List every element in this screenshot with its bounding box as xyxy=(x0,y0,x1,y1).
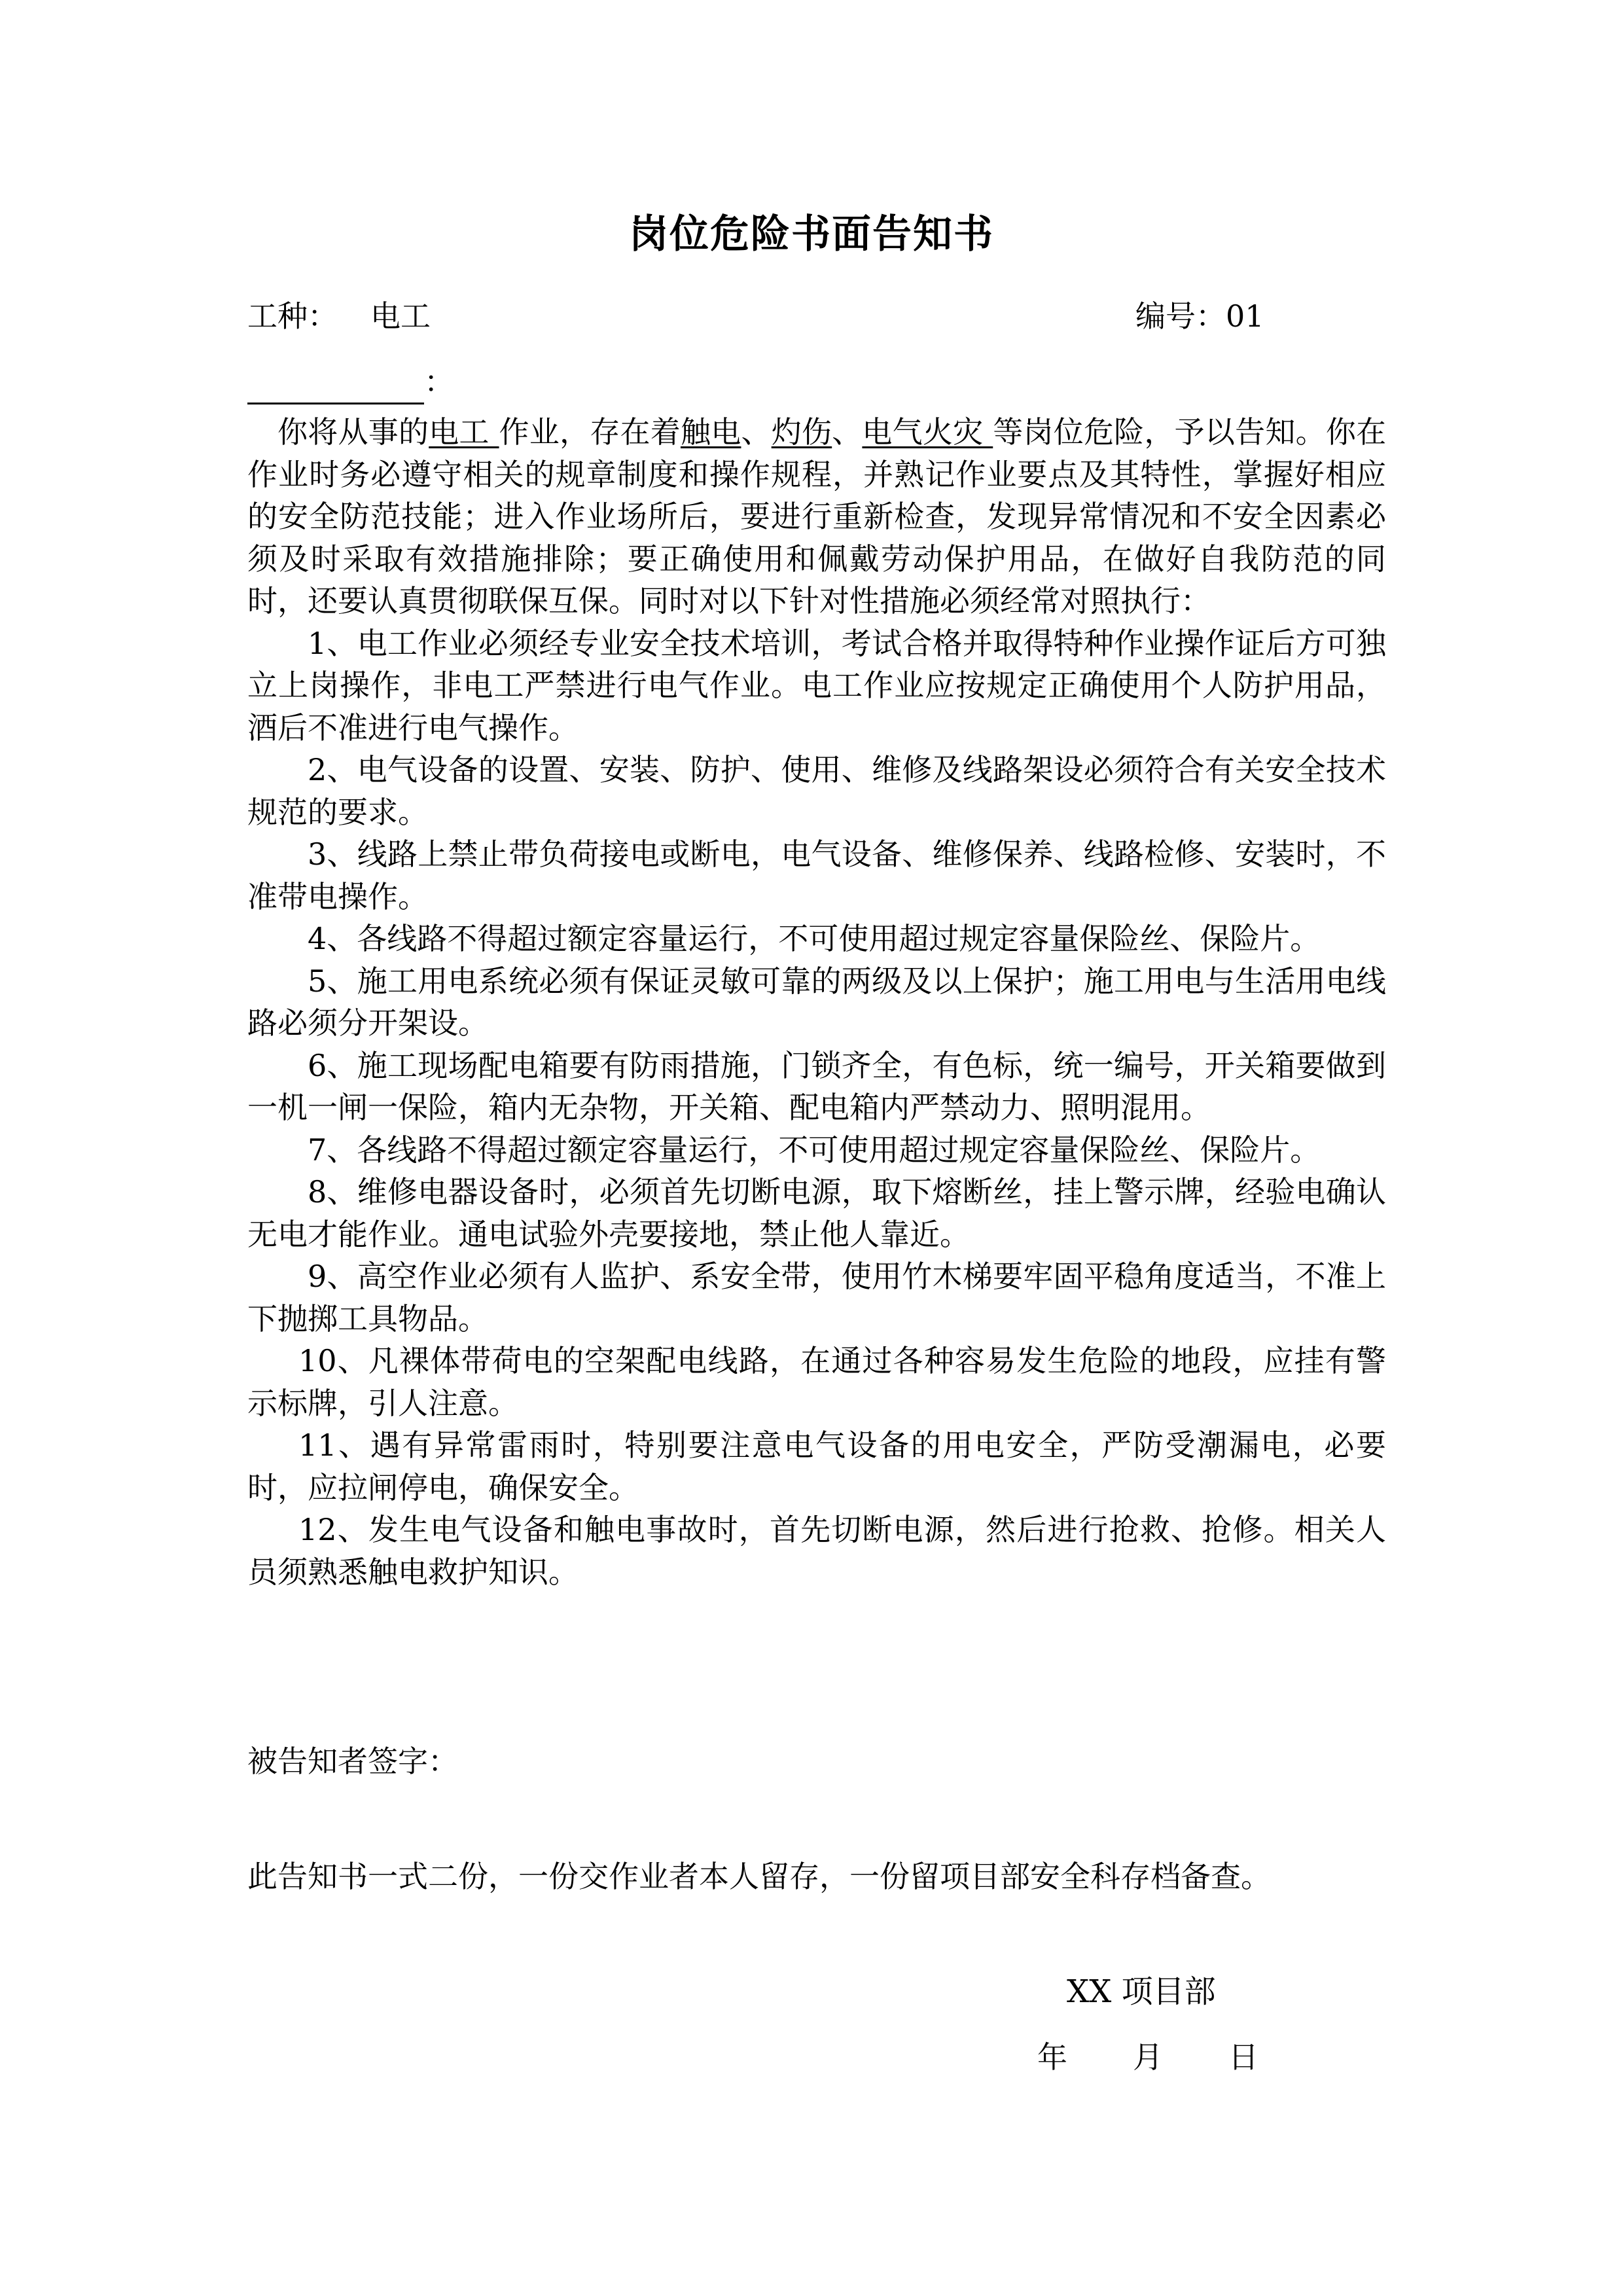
document-title: 岗位危险书面告知书 xyxy=(629,211,994,257)
measure-item-4: 4、各线路不得超过额定容量运行，不可使用超过规定容量保险丝、保险片。 xyxy=(308,921,1321,956)
measure-item-10: 10、凡裸体带荷电的空架配电线路，在通过各种容易发生危险的地段，应挂有警示标牌，引人注意。 xyxy=(247,1343,1386,1421)
hazard-burn: 灼伤 xyxy=(771,414,832,450)
copies-note: 此告知书一式二份，一份交作业者本人留存，一份留项目部安全科存档备查。 xyxy=(247,1859,1271,1894)
intro-text-1: 你将从事的 xyxy=(277,414,429,450)
notice-body xyxy=(247,411,1386,1593)
job-type-label: 工种： xyxy=(247,298,338,334)
date-month: 月 xyxy=(1133,2039,1163,2075)
hazard-separator: 、 xyxy=(741,414,772,450)
number-label: 编号： xyxy=(1135,298,1226,334)
department-name: XX 项目部 xyxy=(1067,1973,1216,2010)
measure-item-6: 6、施工现场配电箱要有防雨措施，门锁齐全，有色标，统一编号，开关箱要做到一机一闸一保险，箱内无杂物，开关箱、配电箱内严禁动力、照明混用。 xyxy=(247,1047,1386,1125)
date-line xyxy=(1037,2034,1258,2080)
addressee-line xyxy=(247,359,454,404)
measure-item-11: 11、遇有异常雷雨时，特别要注意电气设备的用电安全，严防受潮漏电，必要时，应拉闸停电，确保安全。 xyxy=(247,1427,1386,1505)
addressee-colon: ： xyxy=(424,364,454,399)
intro-text-2: 作业，存在着 xyxy=(499,414,681,450)
date-day: 日 xyxy=(1228,2039,1258,2075)
document-number-field xyxy=(1135,293,1264,339)
measure-item-7: 7、各线路不得超过额定容量运行，不可使用超过规定容量保险丝、保险片。 xyxy=(308,1132,1321,1168)
number-value: 01 xyxy=(1226,298,1264,334)
measure-item-3: 3、线路上禁止带负荷接电或断电，电气设备、维修保养、线路检修、安装时，不准带电操作。 xyxy=(247,836,1386,914)
hazard-electric-shock: 触电 xyxy=(680,414,741,450)
measure-item-9: 9、高空作业必须有人监护、系安全带，使用竹木梯要牢固平稳角度适当，不准上下抛掷工具物品。 xyxy=(247,1259,1386,1336)
hazard-electrical-fire: 电气火灾 xyxy=(862,414,993,450)
job-name-underlined: 电工 xyxy=(429,414,499,450)
measure-item-1: 1、电工作业必须经专业安全技术培训，考试合格并取得特种作业操作证后方可独立上岗操作，非电工严禁进行电气作业。电工作业应按规定正确使用个人防护用品，酒后不准进行电气操作。 xyxy=(247,625,1386,745)
job-type-field xyxy=(247,293,431,339)
signature-label: 被告知者签字： xyxy=(247,1744,458,1779)
intro-text-3: 等岗位危险，予以告知。你在作业时务必遵守相关的规章制度和操作规程，并熟记作业要点及其特性，掌握好相应的安全防范技能；进入作业场所后，要进行重新检查，发现异常情况和不安全因素必须及时采取有效措施排除；要正确使用和佩戴劳动保护用品，在做好自我防范的同时，还要认真贯彻联保互保。同时对以下针对性措施必须经常对照执行： xyxy=(247,414,1387,619)
date-year: 年 xyxy=(1037,2039,1067,2075)
intro-paragraph xyxy=(247,411,1386,622)
measure-item-5: 5、施工用电系统必须有保证灵敏可靠的两级及以上保护；施工用电与生活用电线路必须分开架设。 xyxy=(247,963,1386,1041)
job-type-value: 电工 xyxy=(370,298,431,334)
measure-item-2: 2、电气设备的设置、安装、防护、使用、维修及线路架设必须符合有关安全技术规范的要求。 xyxy=(247,752,1386,830)
measure-item-12: 12、发生电气设备和触电事故时，首先切断电源，然后进行抢救、抢修。相关人员须熟悉触电救护知识。 xyxy=(247,1512,1386,1590)
addressee-blank xyxy=(247,365,424,404)
hazard-separator: 、 xyxy=(832,414,863,450)
measure-item-8: 8、维修电器设备时，必须首先切断电源，取下熔断丝，挂上警示牌，经验电确认无电才能作业。通电试验外壳要接地，禁止他人靠近。 xyxy=(247,1174,1386,1252)
